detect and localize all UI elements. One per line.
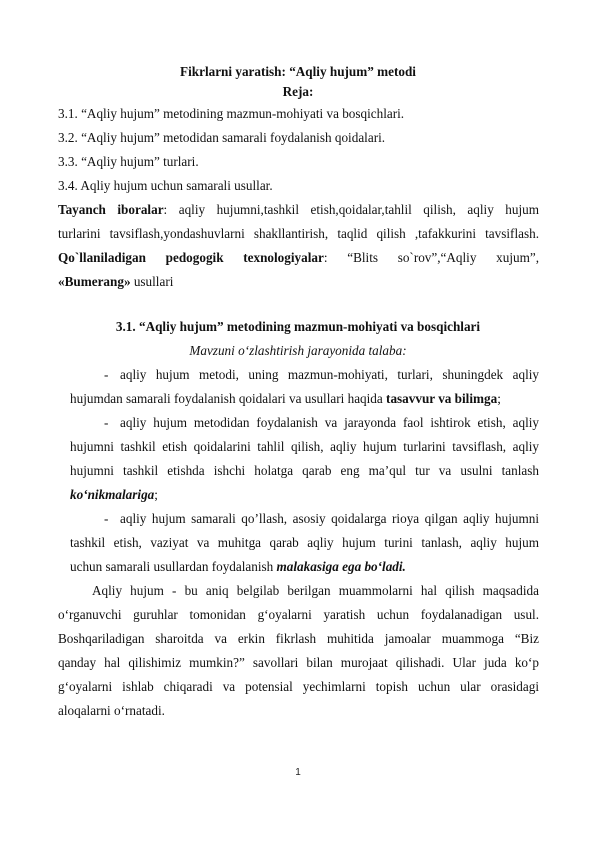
keywords-label: Tayanch iboralar	[58, 202, 164, 217]
keywords-line-2: turlarini tavsiflash,yondashuvlarni shakllantirish, taqlid qilish ,tafakkurini tavsiflash.	[58, 226, 539, 241]
plan-item: 3.3. “Aqliy hujum” turlari.	[58, 154, 199, 169]
plan-item: 3.1. “Aqliy hujum” metodining mazmun-mohiyati va bosqichlari.	[58, 106, 405, 121]
plan-heading: Reja:	[282, 84, 314, 99]
technologies-label: Qo`llaniladigan pedogogik texnologiyalar	[58, 250, 324, 265]
section-subheading: Mavzuni o‘zlashtirish jarayonida talaba:	[189, 343, 407, 358]
plan-item: 3.4. Aqliy hujum uchun samarali usullar.	[58, 178, 273, 193]
paragraph-line: o‘rganuvchi guruhlar tomonidan g‘oyalarni yaratish uchun foydalanadigan usul.	[58, 607, 539, 622]
plan-item: 3.2. “Aqliy hujum” metodidan samarali foydalanish qoidalari.	[58, 130, 386, 145]
bullet-item-1-line-1: - aqliy hujum metodi, uning mazmun-mohiyati, turlari, shuningdek aqliy	[104, 367, 539, 382]
technologies-line-1: Qo`llaniladigan pedogogik texnologiyalar: “Blits so`rov”,“Aqliy xujum”,	[58, 250, 540, 265]
document-title: Fikrlarni yaratish: “Aqliy hujum” metodi	[180, 64, 416, 79]
bullet-item-1-line-2: hujumdan samarali foydalanish qoidalari va usullari haqida tasavvur va bilimga;	[70, 391, 501, 406]
bullet-item-2-line-3: hujumni tashkil etishda ishchi holatga qarab eng ma’qul tur va usulni tanlash	[70, 463, 539, 478]
bullet-item-3-line-1: - aqliy hujum samarali qo’llash, asosiy qoidalarga rioya qilgan aqliy hujumni	[104, 511, 539, 526]
paragraph-line: qanday hal qilishimiz mumkin?” savollari bilan murojaat qilishadi. Ular juda ko‘p	[58, 655, 539, 670]
section-heading: 3.1. “Aqliy hujum” metodining mazmun-mohiyati va bosqichlari	[115, 319, 481, 334]
bullet-item-2-line-4: ko‘nikmalariga;	[70, 487, 158, 502]
paragraph-line: aloqalarni o‘rnatadi.	[58, 703, 165, 718]
page-number: 1	[295, 767, 301, 778]
bullet-item-3-line-3: uchun samarali usullardan foydalanish malakasiga ega bo‘ladi.	[70, 559, 406, 574]
technologies-line-2: «Bumerang» usullari	[58, 274, 174, 289]
keywords-line-1: Tayanch iboralar: aqliy hujumni,tashkil etish,qoidalar,tahlil qilish, aqliy hujum	[58, 202, 539, 217]
paragraph-line: Boshqariladigan sharoitda va erkin fikrlash muhitida jamoalar muammoga “Biz	[58, 631, 539, 646]
bullet-item-2-line-1: - aqliy hujum metodidan foydalanish va jarayonda faol ishtirok etish, aqliy	[104, 415, 539, 430]
bullet-item-2-line-2: hujumni tashkil etish qoidalarini tahlil qilish, aqliy hujum turlarini tavsiflash, aqliy	[70, 439, 539, 454]
paragraph-line: g‘oyalarni ishlab chiqaradi va potensial yechimlarni topish uchun ular orasidagi	[58, 679, 539, 694]
bullet-item-3-line-2: tashkil etish, vaziyat va muhitga qarab aqliy hujum turini tanlash, aqliy hujum	[70, 535, 539, 550]
paragraph-line: Aqliy hujum - bu aniq belgilab berilgan muammolarni hal qilish maqsadida	[92, 583, 539, 598]
